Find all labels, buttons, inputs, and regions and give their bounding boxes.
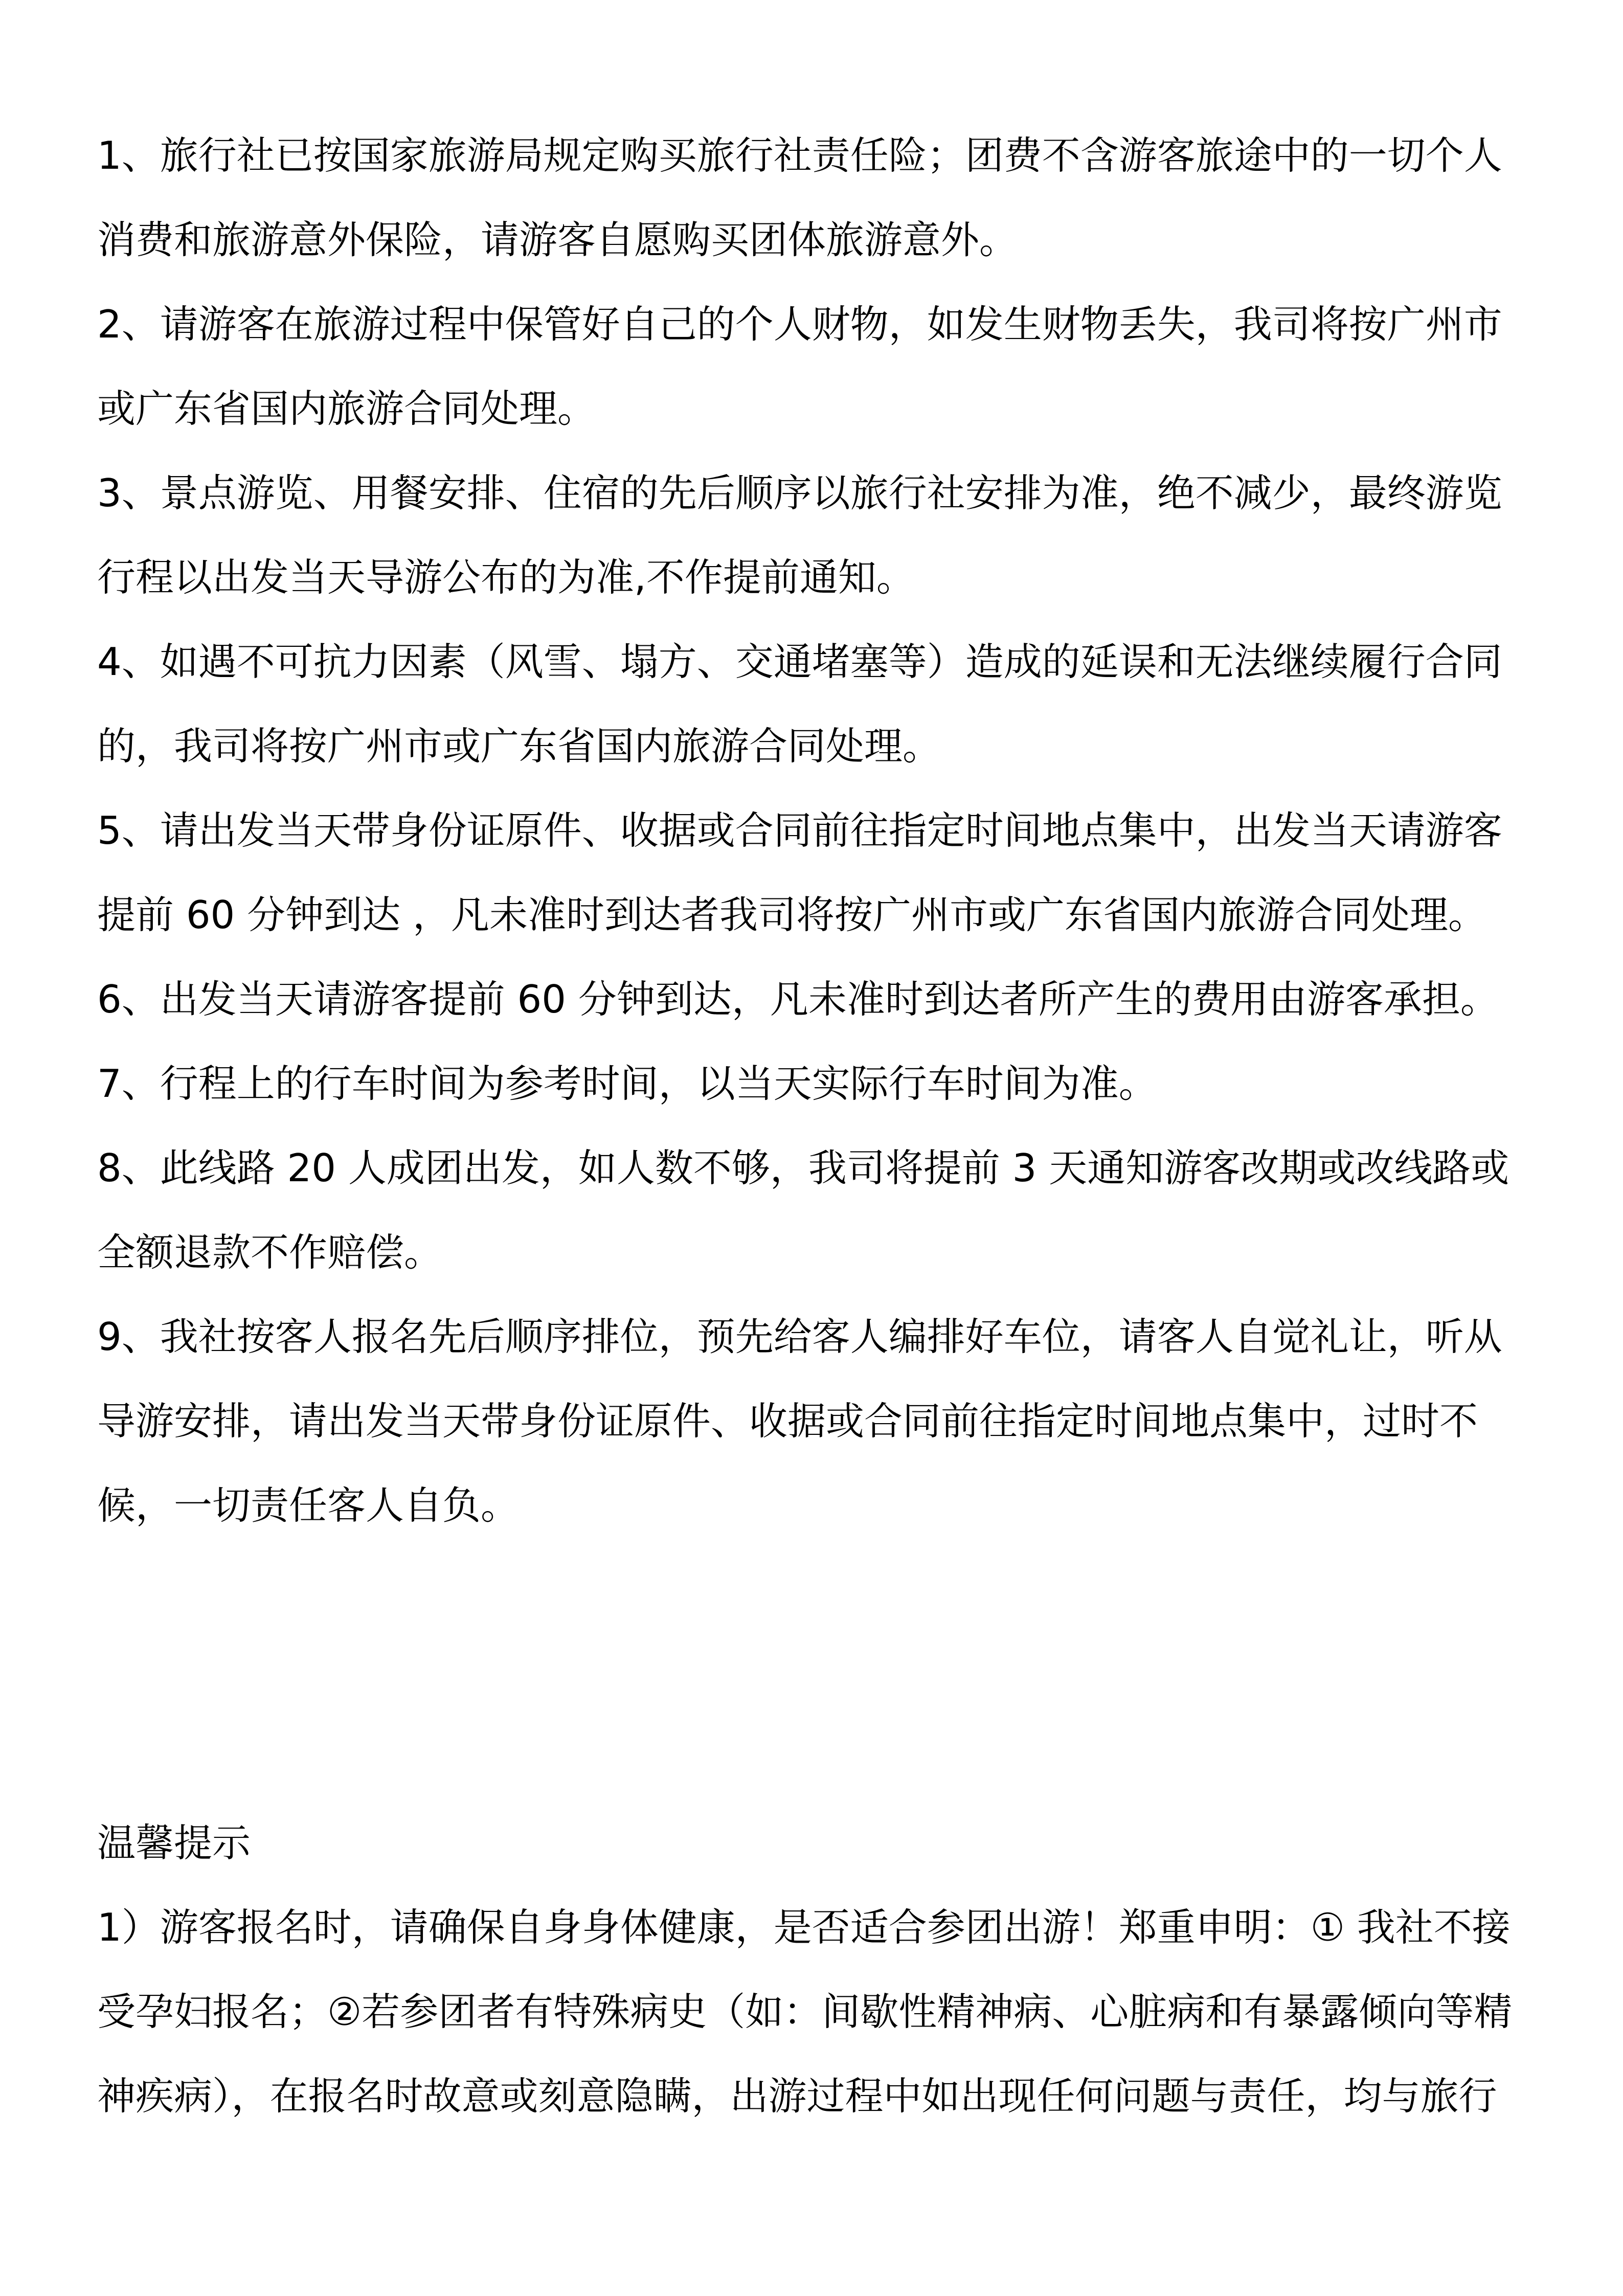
notice-item-5: 5、请出发当天带身份证原件、收据或合同前往指定时间地点集中，出发当天请游客提前 60 分钟到达 ，凡未准时到达者我司将按广州市或广东省国内旅游合同处理。 — [97, 808, 1502, 937]
notice-item-9: 9、我社按客人报名先后顺序排位，预先给客人编排好车位，请客人自觉礼让，听从导游安排，请出发当天带身份证原件、收据或合同前往指定时间地点集中，过时不候，一切责任客人自负。 — [97, 1314, 1502, 1528]
notice-item-2: 2、请游客在旅游过程中保管好自己的个人财物，如发生财物丢失，我司将按广州市或广东省国内旅游合同处理。 — [97, 302, 1502, 431]
tips-heading: 温馨提示 — [97, 1820, 251, 1865]
section-spacer — [97, 1548, 1529, 1801]
document-body — [97, 114, 1529, 2139]
notice-item-1: 1、旅行社已按国家旅游局规定购买旅行社责任险；团费不含游客旅途中的一切个人消费和旅游意外保险，请游客自愿购买团体旅游意外。 — [97, 133, 1502, 262]
tips-item-1: 1）游客报名时，请确保自身身体健康，是否适合参团出游！郑重申明：① 我社不接受孕妇报名；②若参团者有特殊病史（如：间歇性精神病、心脏病和有暴露倾向等精神疾病），在报名时故意或刻意隐瞒，出游过程中如出现任何问题与责任，均与旅行 — [97, 1905, 1513, 2119]
notice-item-3: 3、景点游览、用餐安排、住宿的先后顺序以旅行社安排为准，绝不减少，最终游览行程以出发当天导游公布的为准,不作提前通知。 — [97, 470, 1502, 600]
notice-item-6: 6、出发当天请游客提前 60 分钟到达，凡未准时到达者所产生的费用由游客承担。 — [97, 977, 1499, 1022]
notice-item-8: 8、此线路 20 人成团出发，如人数不够，我司将提前 3 天通知游客改期或改线路或全额退款不作赔偿。 — [97, 1145, 1509, 1275]
notice-item-4: 4、如遇不可抗力因素（风雪、塌方、交通堵塞等）造成的延误和无法继续履行合同的，我司将按广州市或广东省国内旅游合同处理。 — [97, 639, 1502, 769]
notice-item-7: 7、行程上的行车时间为参考时间，以当天实际行车时间为准。 — [97, 1061, 1157, 1106]
